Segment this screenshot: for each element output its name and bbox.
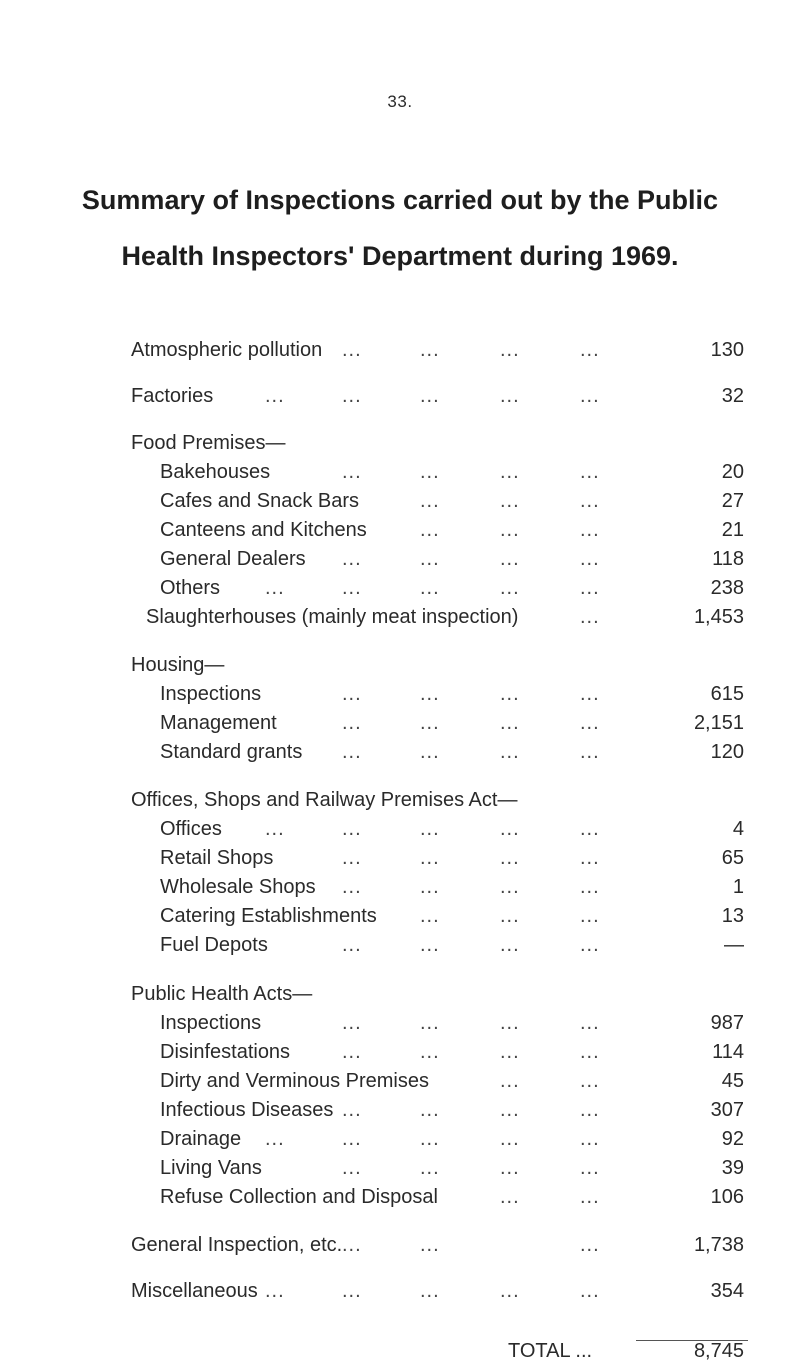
- leader-dots: ...: [420, 577, 440, 599]
- leader-dots: ...: [500, 1041, 520, 1063]
- leader-dots: ...: [420, 905, 440, 927]
- leader-dots: ...: [420, 1234, 440, 1256]
- row-value: 1,738: [693, 1234, 744, 1256]
- leader-dots: ...: [420, 741, 440, 763]
- row-label: Infectious Diseases: [160, 1099, 334, 1121]
- row-label: Miscellaneous: [131, 1280, 258, 1302]
- row-general-inspection: [0, 1231, 800, 1259]
- row-label: General Dealers: [160, 548, 306, 570]
- leader-dots: ...: [580, 1128, 600, 1150]
- leader-dots: ...: [500, 818, 520, 840]
- leader-dots: ...: [580, 905, 600, 927]
- leader-dots: ...: [580, 741, 600, 763]
- row-value: 118: [712, 548, 744, 570]
- row-value: 92: [721, 1128, 744, 1150]
- row-living-vans: [0, 1154, 800, 1182]
- page-title: [0, 172, 800, 284]
- section-heading-public-health: [0, 980, 800, 1008]
- leader-dots: ...: [580, 1280, 600, 1302]
- row-canteens-kitchens: [0, 516, 800, 544]
- row-housing-inspections: [0, 680, 800, 708]
- row-value: 2,151: [693, 712, 744, 734]
- leader-dots: ...: [420, 847, 440, 869]
- leader-dots: ...: [580, 385, 600, 407]
- leader-dots: ...: [500, 490, 520, 512]
- row-label: Inspections: [160, 683, 262, 705]
- leader-dots: ...: [265, 818, 285, 840]
- row-label: Retail Shops: [160, 847, 274, 869]
- section-heading-food-premises: [0, 429, 800, 457]
- leader-dots: ...: [420, 461, 440, 483]
- row-disinfestations: [0, 1038, 800, 1066]
- leader-dots: ...: [420, 683, 440, 705]
- leader-dots: ...: [342, 385, 362, 407]
- row-fuel-depots: [0, 931, 800, 959]
- row-label: Standard grants: [160, 741, 303, 763]
- row-refuse-collection: [0, 1183, 800, 1211]
- row-value: 120: [710, 741, 744, 763]
- row-cafes-snack-bars: [0, 487, 800, 515]
- row-value: 65: [721, 847, 744, 869]
- leader-dots: ...: [500, 1099, 520, 1121]
- leader-dots: ...: [342, 548, 362, 570]
- leader-dots: ...: [580, 818, 600, 840]
- row-label: Drainage: [160, 1128, 242, 1150]
- leader-dots: ...: [420, 385, 440, 407]
- leader-dots: ...: [342, 1280, 362, 1302]
- row-total: [0, 1340, 800, 1362]
- leader-dots: ...: [342, 1041, 362, 1063]
- leader-dots: ...: [580, 1012, 600, 1034]
- leader-dots: ...: [342, 1099, 362, 1121]
- leader-dots: ...: [420, 1128, 440, 1150]
- row-value: 987: [710, 1012, 744, 1034]
- row-label: Slaughterhouses (mainly meat inspection): [146, 606, 519, 628]
- row-atmospheric-pollution: [0, 336, 800, 364]
- leader-dots: ...: [580, 577, 600, 599]
- row-value: 13: [721, 905, 744, 927]
- leader-dots: ...: [342, 1012, 362, 1034]
- leader-dots: ...: [420, 818, 440, 840]
- leader-dots: ...: [500, 577, 520, 599]
- row-label: Living Vans: [160, 1157, 262, 1179]
- row-label: Others: [160, 577, 221, 599]
- leader-dots: ...: [580, 876, 600, 898]
- row-value: 4: [732, 818, 744, 840]
- row-label: Atmospheric pollution: [131, 339, 323, 361]
- row-value: 238: [710, 577, 744, 599]
- leader-dots: ...: [342, 876, 362, 898]
- total-value: 8,745: [693, 1340, 744, 1362]
- row-label: Disinfestations: [160, 1041, 291, 1063]
- row-label: Wholesale Shops: [160, 876, 316, 898]
- row-management: [0, 709, 800, 737]
- row-slaughterhouses: [0, 603, 800, 631]
- leader-dots: ...: [420, 1012, 440, 1034]
- leader-dots: ...: [342, 712, 362, 734]
- leader-dots: ...: [342, 577, 362, 599]
- leader-dots: ...: [580, 1186, 600, 1208]
- row-value: 354: [710, 1280, 744, 1302]
- leader-dots: ...: [500, 712, 520, 734]
- row-value: 307: [710, 1099, 744, 1121]
- leader-dots: ...: [265, 577, 285, 599]
- row-label: Management: [160, 712, 277, 734]
- leader-dots: ...: [580, 490, 600, 512]
- row-ph-inspections: [0, 1009, 800, 1037]
- row-factories: [0, 382, 800, 410]
- row-label: Fuel Depots: [160, 934, 268, 956]
- leader-dots: ...: [342, 1234, 362, 1256]
- leader-dots: ...: [580, 712, 600, 734]
- row-value: 114: [712, 1041, 744, 1063]
- leader-dots: ...: [342, 683, 362, 705]
- leader-dots: ...: [420, 1041, 440, 1063]
- leader-dots: ...: [265, 385, 285, 407]
- row-food-others: [0, 574, 800, 602]
- leader-dots: ...: [580, 683, 600, 705]
- row-label: Cafes and Snack Bars: [160, 490, 359, 512]
- leader-dots: ...: [500, 339, 520, 361]
- leader-dots: ...: [580, 934, 600, 956]
- row-standard-grants: [0, 738, 800, 766]
- leader-dots: ...: [580, 461, 600, 483]
- total-label: TOTAL ...: [508, 1340, 593, 1362]
- row-value: 39: [721, 1157, 744, 1179]
- row-label: Dirty and Verminous Premises: [160, 1070, 429, 1092]
- row-miscellaneous: [0, 1277, 800, 1305]
- row-value: —: [724, 934, 744, 956]
- row-label: General Inspection, etc.: [131, 1234, 343, 1256]
- leader-dots: ...: [500, 1070, 520, 1092]
- leader-dots: ...: [500, 1280, 520, 1302]
- leader-dots: ...: [342, 818, 362, 840]
- leader-dots: ...: [420, 1099, 440, 1121]
- leader-dots: ...: [580, 606, 600, 628]
- row-label: Catering Establishments: [160, 905, 377, 927]
- page-number: 33.: [387, 92, 413, 111]
- leader-dots: ...: [580, 339, 600, 361]
- leader-dots: ...: [342, 1128, 362, 1150]
- row-value: 615: [710, 683, 744, 705]
- row-value: 32: [721, 385, 744, 407]
- row-label: Canteens and Kitchens: [160, 519, 367, 541]
- leader-dots: ...: [420, 519, 440, 541]
- leader-dots: ...: [342, 847, 362, 869]
- leader-dots: ...: [342, 934, 362, 956]
- row-label: Bakehouses: [160, 461, 271, 483]
- leader-dots: ...: [500, 548, 520, 570]
- row-value: 1,453: [693, 606, 744, 628]
- title-line-2: Health Inspectors' Department during 1969.: [121, 241, 679, 271]
- row-catering-establishments: [0, 902, 800, 930]
- leader-dots: ...: [580, 1157, 600, 1179]
- leader-dots: ...: [500, 1157, 520, 1179]
- leader-dots: ...: [580, 1099, 600, 1121]
- section-heading-label: Housing—: [131, 654, 225, 676]
- leader-dots: ...: [500, 519, 520, 541]
- leader-dots: ...: [420, 1280, 440, 1302]
- row-value: 1: [732, 876, 744, 898]
- row-bakehouses: [0, 458, 800, 486]
- leader-dots: ...: [420, 876, 440, 898]
- row-value: 21: [721, 519, 744, 541]
- section-heading-offices-shops: [0, 786, 800, 814]
- row-dirty-verminous-premises: [0, 1067, 800, 1095]
- row-drainage: [0, 1125, 800, 1153]
- row-offices: [0, 815, 800, 843]
- leader-dots: ...: [420, 548, 440, 570]
- leader-dots: ...: [265, 1128, 285, 1150]
- row-general-dealers: [0, 545, 800, 573]
- section-heading-label: Food Premises—: [131, 432, 286, 454]
- row-value: 20: [721, 461, 744, 483]
- row-wholesale-shops: [0, 873, 800, 901]
- row-label: Offices: [160, 818, 222, 840]
- row-value: 27: [721, 490, 744, 512]
- leader-dots: ...: [342, 461, 362, 483]
- leader-dots: ...: [420, 1157, 440, 1179]
- leader-dots: ...: [500, 741, 520, 763]
- row-label: Factories: [131, 385, 214, 407]
- leader-dots: ...: [580, 519, 600, 541]
- leader-dots: ...: [342, 339, 362, 361]
- row-value: 106: [710, 1186, 744, 1208]
- leader-dots: ...: [420, 490, 440, 512]
- leader-dots: ...: [420, 934, 440, 956]
- leader-dots: ...: [342, 1157, 362, 1179]
- leader-dots: ...: [500, 876, 520, 898]
- section-heading-label: Public Health Acts—: [131, 983, 313, 1005]
- row-label: Refuse Collection and Disposal: [160, 1186, 438, 1208]
- leader-dots: ...: [500, 385, 520, 407]
- section-heading-label: Offices, Shops and Railway Premises Act—: [131, 789, 518, 811]
- leader-dots: ...: [500, 1128, 520, 1150]
- leader-dots: ...: [342, 741, 362, 763]
- leader-dots: ...: [500, 1186, 520, 1208]
- leader-dots: ...: [580, 548, 600, 570]
- leader-dots: ...: [580, 1070, 600, 1092]
- leader-dots: ...: [580, 847, 600, 869]
- leader-dots: ...: [500, 847, 520, 869]
- leader-dots: ...: [500, 1012, 520, 1034]
- row-value: 130: [710, 339, 744, 361]
- leader-dots: ...: [500, 934, 520, 956]
- title-line-1: Summary of Inspections carried out by the Public: [81, 185, 719, 215]
- row-value: 45: [721, 1070, 744, 1092]
- row-retail-shops: [0, 844, 800, 872]
- leader-dots: ...: [500, 461, 520, 483]
- section-heading-housing: [0, 651, 800, 679]
- leader-dots: ...: [500, 683, 520, 705]
- leader-dots: ...: [420, 339, 440, 361]
- row-infectious-diseases: [0, 1096, 800, 1124]
- leader-dots: ...: [265, 1280, 285, 1302]
- leader-dots: ...: [580, 1234, 600, 1256]
- leader-dots: ...: [420, 712, 440, 734]
- leader-dots: ...: [580, 1041, 600, 1063]
- row-label: Inspections: [160, 1012, 262, 1034]
- leader-dots: ...: [500, 905, 520, 927]
